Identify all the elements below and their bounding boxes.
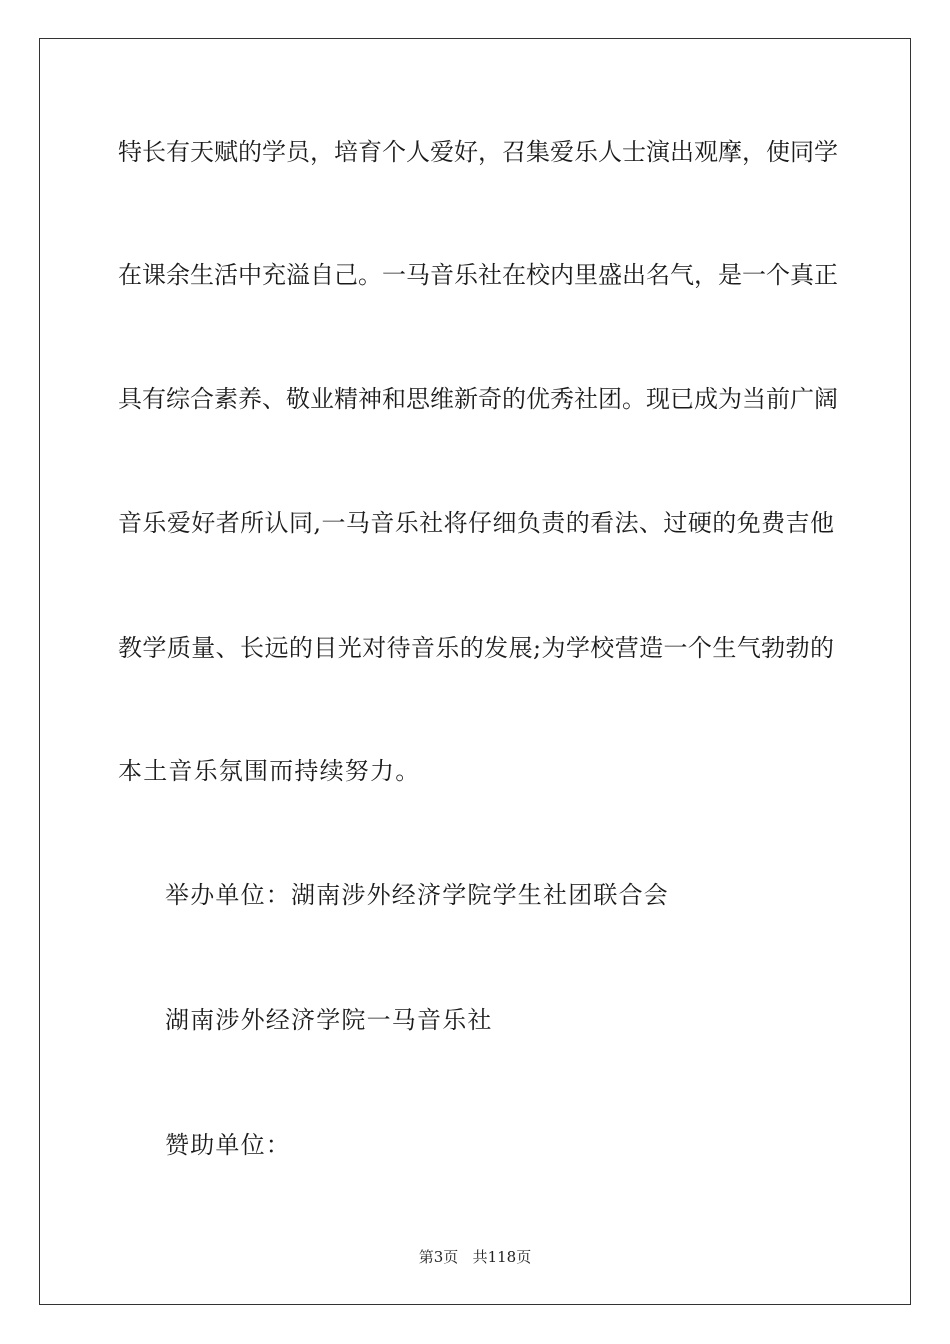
sponsor-line: 赞助单位： [165, 1131, 291, 1159]
co-organizer-line: 湖南涉外经济学院一马音乐社 [165, 1006, 493, 1034]
body-line-5: 教学质量、长远的目光对待音乐的发展;为学校营造一个生气勃勃的 [118, 634, 834, 662]
page-border [39, 38, 911, 1305]
page-number-footer: 第3页 共118页 [418, 1248, 532, 1266]
body-line-6: 本土音乐氛围而持续努力。 [118, 757, 421, 785]
body-line-4: 音乐爱好者所认同,一马音乐社将仔细负责的看法、过硬的免费吉他 [118, 509, 834, 537]
body-line-3: 具有综合素养、敬业精神和思维新奇的优秀社团。现已成为当前广阔 [118, 385, 838, 413]
body-line-1: 特长有天赋的学员，培育个人爱好，召集爱乐人士演出观摩，使同学 [118, 138, 838, 166]
body-line-2: 在课余生活中充溢自己。一马音乐社在校内里盛出名气，是一个真正 [118, 261, 838, 289]
organizer-line: 举办单位：湖南涉外经济学院学生社团联合会 [165, 881, 669, 909]
